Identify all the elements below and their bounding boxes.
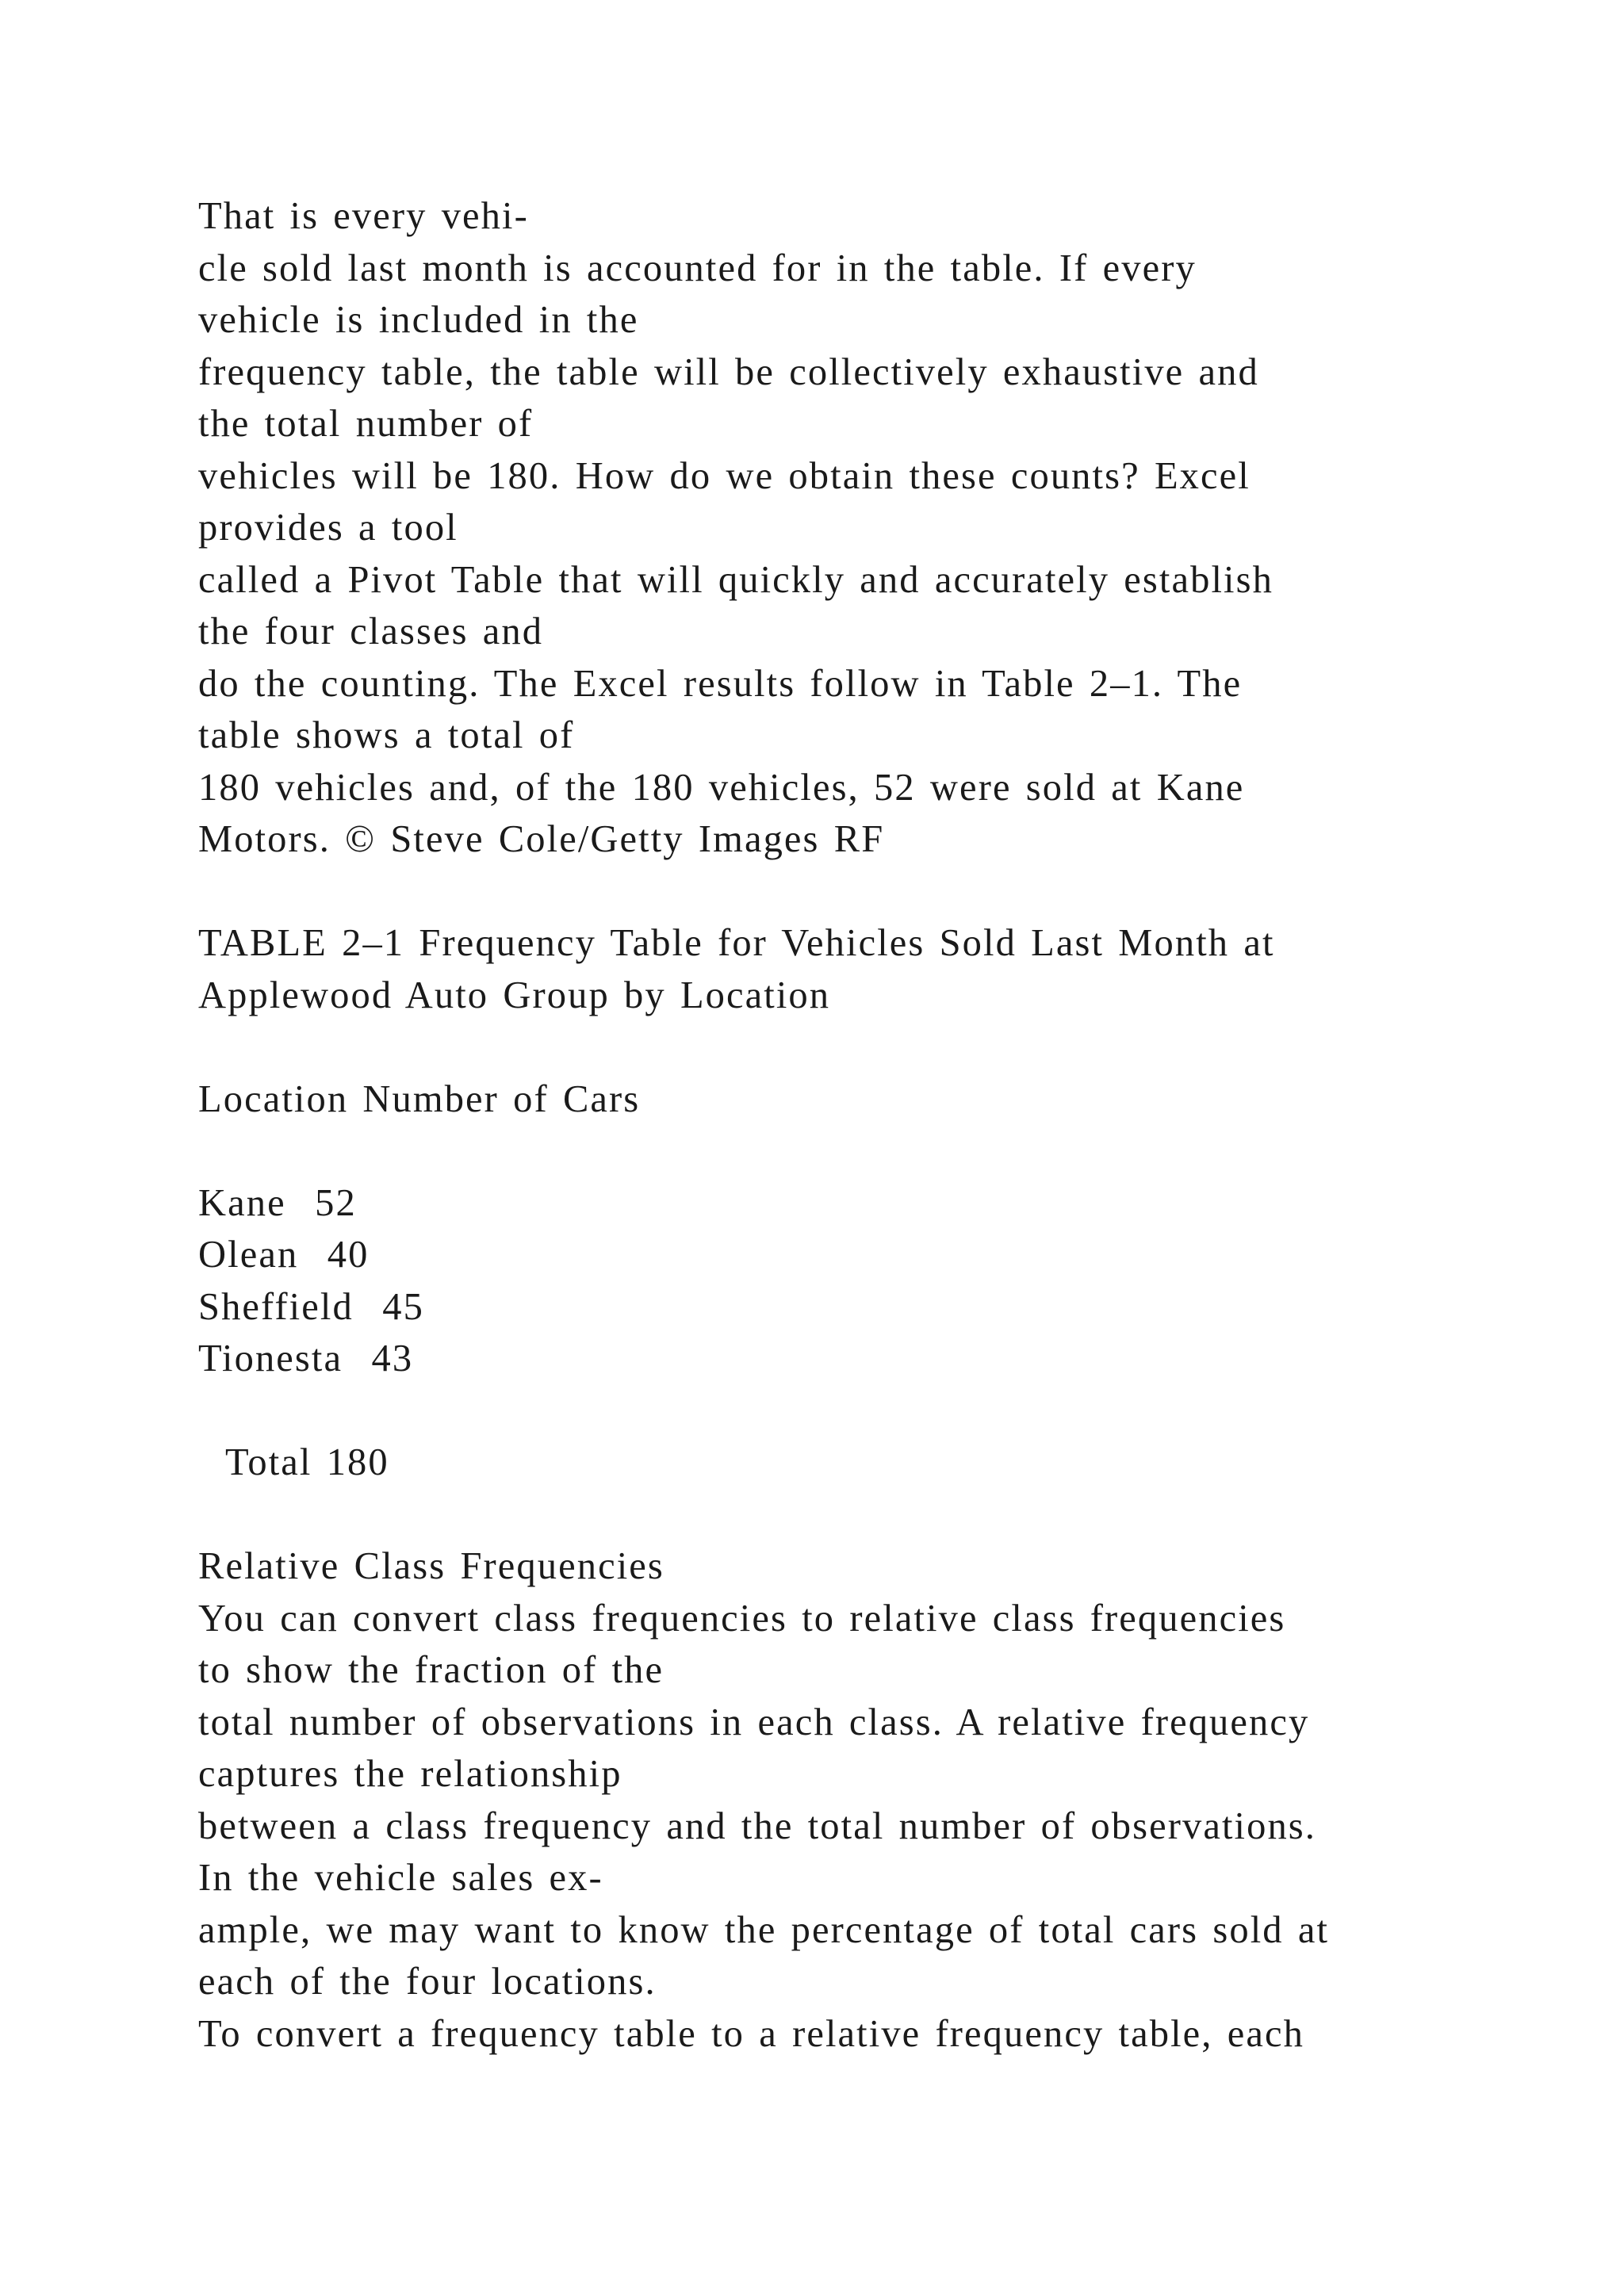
table-header: Location Number of Cars (198, 1077, 641, 1120)
caption-line: Applewood Auto Group by Location (198, 974, 831, 1016)
intro-paragraph (198, 190, 1546, 866)
section-heading: Relative Class Frequencies (198, 1545, 665, 1587)
text-line: the four classes and (198, 610, 544, 652)
text-line: each of the four locations. (198, 1961, 657, 2003)
text-line: captures the relationship (198, 1753, 622, 1795)
table-row: Sheffield 45 (198, 1285, 424, 1328)
text-line: total number of observations in each class. A relative frequency (198, 1701, 1310, 1743)
spacer (198, 1125, 1546, 1177)
text-line: To convert a frequency table to a relative frequency table, each (198, 2012, 1304, 2055)
table-row: Kane 52 (198, 1181, 357, 1224)
table-caption (198, 917, 1546, 1021)
table-body (198, 1177, 1546, 1385)
text-line: That is every vehi- (198, 195, 529, 237)
text-line: table shows a total of (198, 714, 575, 756)
text-line: to show the fraction of the (198, 1649, 665, 1691)
spacer (198, 866, 1546, 918)
text-line: vehicles will be 180. How do we obtain these counts? Excel (198, 454, 1251, 497)
table-row: Olean 40 (198, 1234, 370, 1276)
text-line: do the counting. The Excel results follow in Table 2–1. The (198, 662, 1243, 705)
text-line: provides a tool (198, 507, 458, 549)
text-line: Motors. © Steve Cole/Getty Images RF (198, 818, 885, 860)
text-line: You can convert class frequencies to relative class frequencies (198, 1597, 1286, 1640)
text-line: called a Pivot Table that will quickly and accurately establish (198, 558, 1274, 601)
document-page (198, 190, 1546, 2060)
table-total-row: Total 180 (225, 1441, 389, 1483)
text-line: vehicle is included in the (198, 299, 639, 341)
spacer (198, 1489, 1546, 1541)
section-paragraph (198, 1593, 1546, 2061)
spacer (198, 1385, 1546, 1437)
text-line: frequency table, the table will be collectively exhaustive and (198, 350, 1259, 393)
text-line: cle sold last month is accounted for in the table. If every (198, 247, 1197, 289)
table-row: Tionesta 43 (198, 1337, 414, 1380)
text-line: 180 vehicles and, of the 180 vehicles, 52 were sold at Kane (198, 766, 1245, 809)
spacer (198, 1021, 1546, 1073)
text-line: In the vehicle sales ex- (198, 1857, 603, 1899)
text-line: between a class frequency and the total number of observations. (198, 1804, 1316, 1847)
text-line: ample, we may want to know the percentage of total cars sold at (198, 1908, 1330, 1951)
caption-line: TABLE 2–1 Frequency Table for Vehicles Sold Last Month at (198, 922, 1275, 964)
text-line: the total number of (198, 403, 534, 445)
